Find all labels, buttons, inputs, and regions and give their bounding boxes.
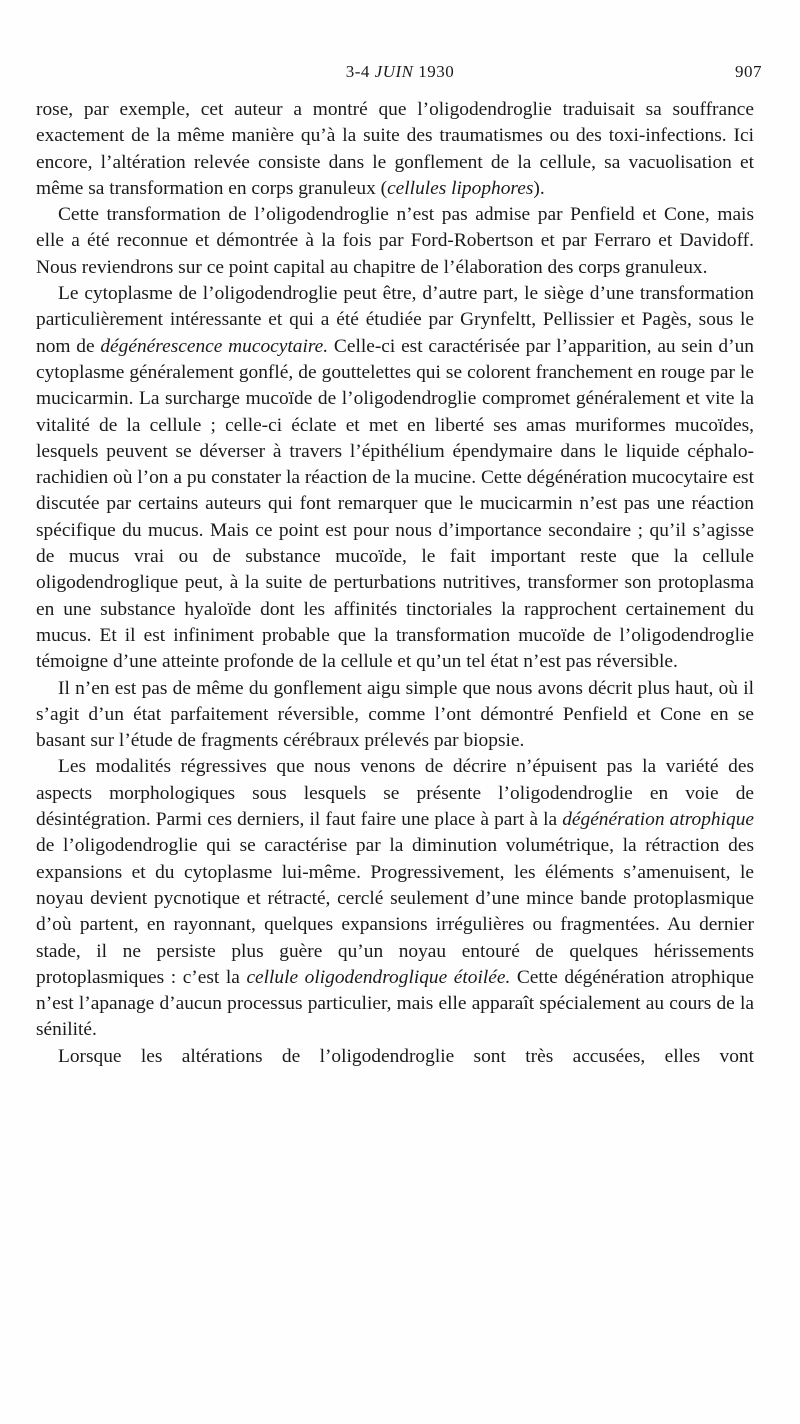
italic-term: dégénérescence mucocytaire. bbox=[100, 335, 329, 357]
italic-term: cellules lipophores bbox=[387, 177, 534, 199]
paragraph-6: Lorsque les altérations de l’oligodendroglie sont très accusées, elles vont bbox=[58, 1045, 754, 1067]
header-day: 3-4 bbox=[345, 62, 370, 81]
paragraph-1: rose, par exemple, cet auteur a montré que l’oligodendroglie traduisait sa souffrance exactement de la même manière qu’à la suite des traumatismes ou des toxi-infections. Ici encore, l’altération relevée consiste dans le gonflement de la cellule, sa vacuolisation et même sa transformation en corps granuleux (cellules lipophores). bbox=[36, 99, 754, 199]
paragraph-2: Cette transformation de l’oligodendroglie n’est pas admise par Penfield et Cone, mais elle a été reconnue et démontrée à la fois par Ford-Robertson et par Ferraro et Davidoff. Nous reviendrons sur ce point capital au chapitre de l’élaboration des corps granuleux. bbox=[36, 204, 754, 278]
body-text bbox=[36, 97, 754, 1070]
running-header bbox=[36, 62, 764, 88]
header-month: JUIN bbox=[374, 62, 414, 81]
paragraph-3: Le cytoplasme de l’oligodendroglie peut être, d’autre part, le siège d’une transformation particulièrement intéressante et qui a été étudiée par Grynfeltt, Pellissier et Pagès, sous le nom de dégénérescence mucocytaire. Celle-ci est caractérisée par l’apparition, au sein d’un cytoplasme généralement gonflé, de gouttelettes qui se colorent franchement en rouge par le mucicarmin. La surcharge mucoïde de l’oligodendroglie compromet généralement et vite la vitalité de la cellule ; celle-ci éclate et met en liberté ses amas muriformes mucoïdes, lesquels peuvent se déverser à travers l’épithélium épendymaire dans le liquide céphalo-rachidien où l’on a pu constater la réaction de la mucine. Cette dégénération mucocytaire est discutée par certains auteurs qui font remarquer que le mucicarmin n’est pas une réaction spécifique du mucus. Mais ce point est pour nous d’importance secondaire ; qu’il s’agisse de mucus vrai ou de substance mucoïde, le fait important reste que la cellule oligodendroglique peut, à la suite de perturbations nutritives, transformer son protoplasma en une substance hyaloïde dont les affinités tinctoriales la rapprochent certainement du mucus. Et il est infiniment probable que la transformation mucoïde de l’oligodendroglie témoigne d’une atteinte profonde de la cellule et qu’un tel état n’est pas réversible. bbox=[36, 283, 754, 673]
paragraph-4: Il n’en est pas de même du gonflement aigu simple que nous avons décrit plus haut, où il s’agit d’un état parfaitement réversible, comme l’ont démontré Penfield et Cone en se basant sur l’étude de fragments cérébraux prélevés par biopsie. bbox=[36, 677, 754, 752]
header-year: 1930 bbox=[418, 62, 455, 81]
paragraph-5: Les modalités régressives que nous venons de décrire n’épuisent pas la variété des aspects morphologiques sous lesquels se présente l’oligodendroglie en voie de désintégration. Parmi ces derniers, il faut faire une place à part à la dégénération atrophique de l’oligodendroglie qui se caractérise par la diminution volumétrique, la rétraction des expansions et du cytoplasme lui-même. Progressivement, les éléments s’amenuisent, le noyau devient pycnotique et rétracté, cerclé seulement d’une mince bande protoplasmique d’où partent, en rayonnant, quelques expansions irrégulières ou fragmentées. Au dernier stade, il ne persiste plus guère qu’un noyau entouré de quelques hérissements protoplasmiques : c’est la cellule oligodendroglique étoilée. Cette dégénération atrophique n’est l’apanage d’aucun processus particulier, mais elle apparaît spécialement au cours de la sénilité. bbox=[36, 756, 755, 1041]
italic-term: cellule oligodendroglique étoilée. bbox=[246, 966, 511, 988]
page-number: 907 bbox=[735, 62, 762, 81]
header-date bbox=[36, 62, 764, 82]
italic-term: dégénération atrophique bbox=[562, 809, 755, 831]
